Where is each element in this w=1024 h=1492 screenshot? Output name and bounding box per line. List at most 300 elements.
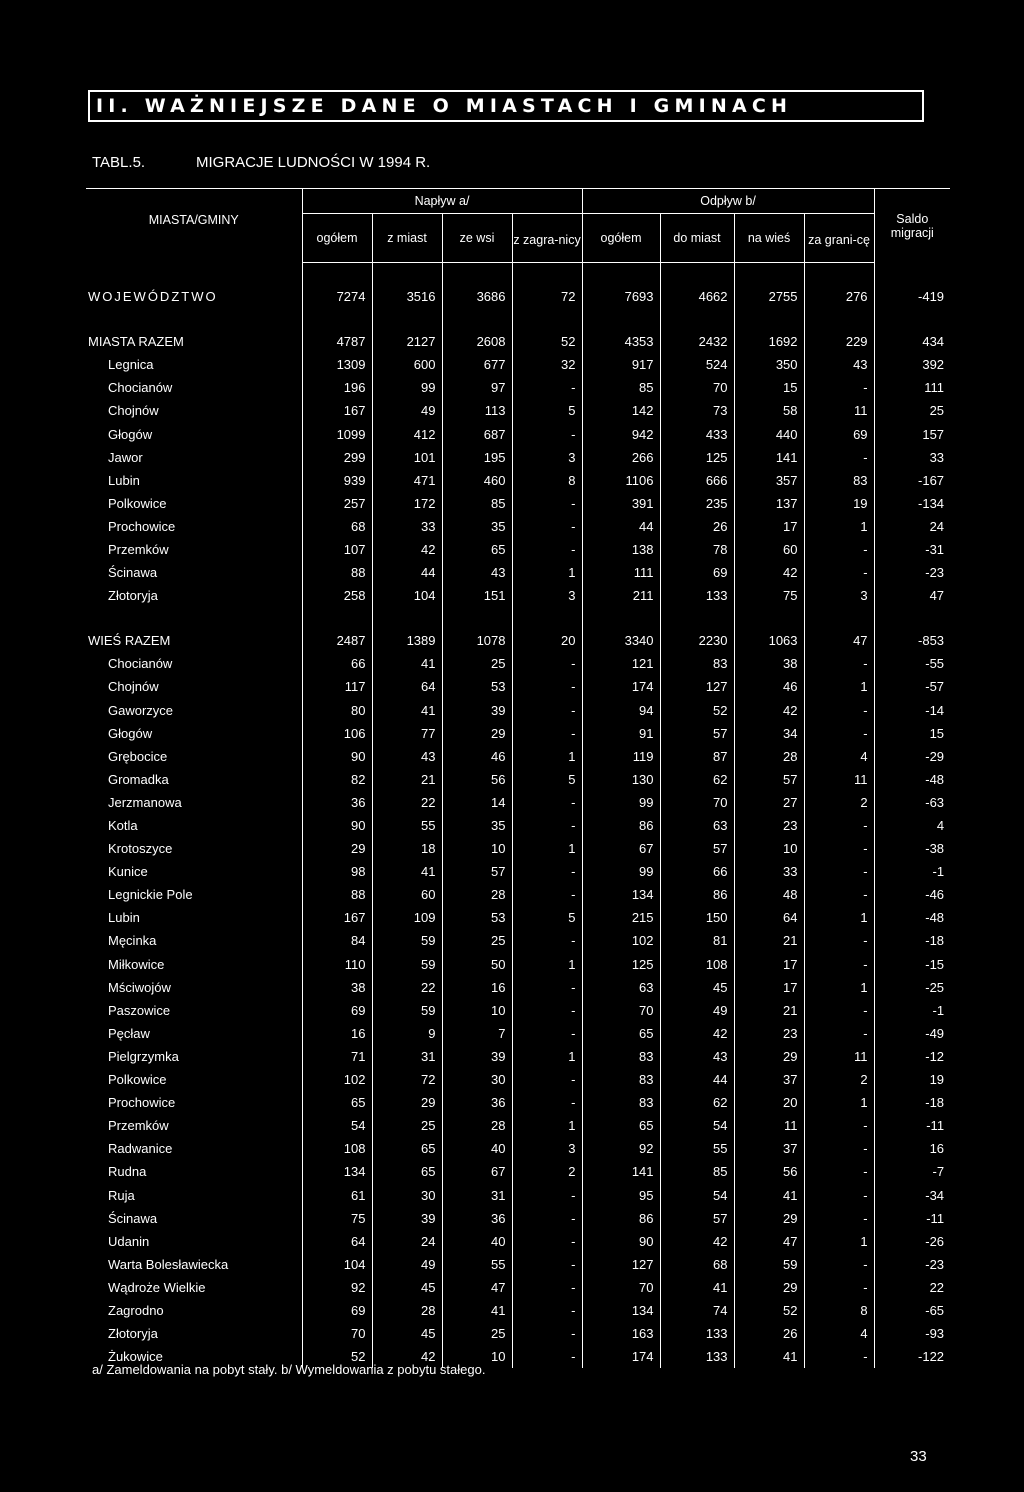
row-label: Miłkowice xyxy=(86,953,302,976)
table-body xyxy=(86,263,950,1369)
chapter-banner xyxy=(88,90,924,122)
row-label: Rudna xyxy=(86,1160,302,1183)
table-cell: 33 xyxy=(929,449,945,465)
table-cell: 47 xyxy=(734,1230,804,1253)
table-cell: -57 xyxy=(925,679,945,695)
table-cell: 54 xyxy=(660,1114,734,1137)
table-cell: - xyxy=(512,1207,582,1230)
table-cell: 99 xyxy=(582,791,660,814)
row-label: Gromadka xyxy=(86,768,302,791)
table-cell: 66 xyxy=(660,860,734,883)
table-row xyxy=(86,1022,950,1045)
row-label: Warta Bolesławiecka xyxy=(86,1253,302,1276)
table-row xyxy=(86,791,950,814)
table-cell: 137 xyxy=(734,492,804,515)
table-cell: 86 xyxy=(660,883,734,906)
table-cell: 37 xyxy=(734,1068,804,1091)
table-cell: 687 xyxy=(442,422,512,445)
table-cell: 42 xyxy=(660,1022,734,1045)
table-cell: 63 xyxy=(660,814,734,837)
table-cell: 942 xyxy=(582,422,660,445)
table-cell: 10 xyxy=(442,1345,512,1368)
table-cell: 106 xyxy=(302,722,372,745)
table-cell: 58 xyxy=(734,399,804,422)
table-row xyxy=(86,1183,950,1206)
table-cell: 38 xyxy=(734,652,804,675)
table-cell: 172 xyxy=(372,492,442,515)
table-row xyxy=(86,1068,950,1091)
table-cell: -167 xyxy=(918,472,945,488)
table-cell: 17 xyxy=(734,953,804,976)
table-cell: 440 xyxy=(734,422,804,445)
table-cell: 75 xyxy=(734,584,804,607)
table-cell: 1 xyxy=(804,906,874,929)
row-label: Złotoryja xyxy=(86,1322,302,1345)
table-cell: 57 xyxy=(660,837,734,860)
table-cell: - xyxy=(804,1022,874,1045)
table-cell: - xyxy=(512,722,582,745)
table-row xyxy=(86,1091,950,1114)
table-cell: 392 xyxy=(922,357,945,373)
table-row xyxy=(86,1322,950,1345)
table-cell: 211 xyxy=(582,584,660,607)
table-cell: 15 xyxy=(734,376,804,399)
table-cell: 46 xyxy=(734,675,804,698)
table-cell: 16 xyxy=(302,1022,372,1045)
table-cell: 11 xyxy=(734,1114,804,1137)
table-cell: 55 xyxy=(372,814,442,837)
table-cell: 32 xyxy=(512,353,582,376)
table-cell: 1 xyxy=(804,515,874,538)
table-cell: - xyxy=(804,1207,874,1230)
row-label: Głogów xyxy=(86,722,302,745)
table-cell: 63 xyxy=(582,976,660,999)
table-cell: 42 xyxy=(660,1230,734,1253)
towns-total-row xyxy=(86,330,950,353)
row-label: Jerzmanowa xyxy=(86,791,302,814)
table-cell: 83 xyxy=(582,1045,660,1068)
table-cell: 54 xyxy=(660,1183,734,1206)
table-cell: - xyxy=(512,1345,582,1368)
table-cell: 74 xyxy=(660,1299,734,1322)
table-cell: 49 xyxy=(660,999,734,1022)
table-cell: 25 xyxy=(442,652,512,675)
table-cell: 65 xyxy=(372,1160,442,1183)
table-cell: 19 xyxy=(929,1072,945,1088)
table-cell: -34 xyxy=(925,1187,945,1203)
table-cell: 133 xyxy=(660,1322,734,1345)
table-cell: 10 xyxy=(442,999,512,1022)
table-cell: 90 xyxy=(302,814,372,837)
col-header: ze wsi xyxy=(442,214,512,263)
row-label: Ruja xyxy=(86,1183,302,1206)
table-cell: 26 xyxy=(734,1322,804,1345)
table-cell: -15 xyxy=(925,956,945,972)
table-cell: 157 xyxy=(922,426,945,442)
table-cell: 433 xyxy=(660,422,734,445)
table-cell: 42 xyxy=(734,699,804,722)
table-cell: - xyxy=(804,860,874,883)
table-cell: 109 xyxy=(372,906,442,929)
table-cell: 46 xyxy=(442,745,512,768)
table-cell: 350 xyxy=(734,353,804,376)
table-cell: 102 xyxy=(582,929,660,952)
table-cell: 3 xyxy=(512,1137,582,1160)
table-cell: 72 xyxy=(512,285,582,308)
table-cell: - xyxy=(512,814,582,837)
table-row xyxy=(86,745,950,768)
table-cell: 69 xyxy=(660,561,734,584)
table-cell: 1 xyxy=(512,837,582,860)
table-cell: -12 xyxy=(925,1048,945,1064)
table-cell: 41 xyxy=(372,860,442,883)
table-cell: -419 xyxy=(918,289,945,305)
table-cell: 34 xyxy=(734,722,804,745)
table-cell: 69 xyxy=(302,1299,372,1322)
table-cell: - xyxy=(512,675,582,698)
table-cell: 23 xyxy=(734,814,804,837)
table-cell: 1309 xyxy=(302,353,372,376)
table-cell: 235 xyxy=(660,492,734,515)
table-cell: 57 xyxy=(442,860,512,883)
table-cell: - xyxy=(512,422,582,445)
table-row xyxy=(86,353,950,376)
table-cell: 174 xyxy=(582,1345,660,1368)
table-cell: 108 xyxy=(660,953,734,976)
table-cell: 2 xyxy=(512,1160,582,1183)
table-cell: 21 xyxy=(734,929,804,952)
table-cell: 111 xyxy=(582,561,660,584)
table-cell: 92 xyxy=(302,1276,372,1299)
table-row xyxy=(86,883,950,906)
table-cell: 85 xyxy=(582,376,660,399)
table-cell: 36 xyxy=(442,1207,512,1230)
table-cell: - xyxy=(804,1345,874,1368)
table-cell: 16 xyxy=(929,1141,945,1157)
table-cell: 52 xyxy=(512,330,582,353)
table-cell: 65 xyxy=(302,1091,372,1114)
table-cell: 471 xyxy=(372,469,442,492)
col-header: na wieś xyxy=(734,214,804,263)
table-cell: - xyxy=(512,699,582,722)
table-cell: 55 xyxy=(442,1253,512,1276)
row-label: Udanin xyxy=(86,1230,302,1253)
row-label: Kunice xyxy=(86,860,302,883)
table-cell: 59 xyxy=(734,1253,804,1276)
spacer-row xyxy=(86,308,950,330)
row-label: WIEŚ RAZEM xyxy=(86,629,302,652)
table-cell: - xyxy=(804,538,874,561)
row-header: MIASTA/GMINY xyxy=(86,189,302,263)
table-cell: 133 xyxy=(660,584,734,607)
table-cell: 95 xyxy=(582,1183,660,1206)
table-cell: -48 xyxy=(925,910,945,926)
table-cell: 4 xyxy=(936,818,945,834)
table-cell: 70 xyxy=(660,376,734,399)
table-cell: -48 xyxy=(925,771,945,787)
table-cell: 88 xyxy=(302,883,372,906)
voivodeship-row xyxy=(86,285,950,308)
table-cell: - xyxy=(512,1299,582,1322)
table-cell: 40 xyxy=(442,1230,512,1253)
row-label: Kotla xyxy=(86,814,302,837)
table-row xyxy=(86,1114,950,1137)
table-row xyxy=(86,860,950,883)
table-cell: 61 xyxy=(302,1183,372,1206)
table-cell: 4662 xyxy=(660,285,734,308)
table-cell: 7 xyxy=(442,1022,512,1045)
row-label: Męcinka xyxy=(86,929,302,952)
table-cell: 53 xyxy=(442,675,512,698)
table-cell: 29 xyxy=(734,1276,804,1299)
table-cell: 94 xyxy=(582,699,660,722)
table-cell: 29 xyxy=(734,1207,804,1230)
table-cell: 66 xyxy=(302,652,372,675)
table-cell: 30 xyxy=(442,1068,512,1091)
table-cell: 1 xyxy=(804,1091,874,1114)
table-cell: 133 xyxy=(660,1345,734,1368)
table-cell: 10 xyxy=(442,837,512,860)
table-cell: 2608 xyxy=(442,330,512,353)
table-cell: - xyxy=(804,1160,874,1183)
table-cell: 20 xyxy=(734,1091,804,1114)
table-cell: - xyxy=(512,1276,582,1299)
table-caption xyxy=(92,154,430,171)
table-cell: 108 xyxy=(302,1137,372,1160)
table-cell: 49 xyxy=(372,1253,442,1276)
table-cell: 26 xyxy=(660,515,734,538)
table-cell: - xyxy=(512,791,582,814)
table-cell: 1099 xyxy=(302,422,372,445)
row-label: Jawor xyxy=(86,446,302,469)
table-cell: 41 xyxy=(442,1299,512,1322)
table-cell: 29 xyxy=(442,722,512,745)
table-cell: 460 xyxy=(442,469,512,492)
table-cell: 64 xyxy=(372,675,442,698)
table-cell: 31 xyxy=(442,1183,512,1206)
table-cell: - xyxy=(512,515,582,538)
table-row xyxy=(86,1299,950,1322)
table-cell: 47 xyxy=(929,588,945,604)
table-cell: 37 xyxy=(734,1137,804,1160)
table-cell: 28 xyxy=(442,1114,512,1137)
table-cell: 64 xyxy=(734,906,804,929)
table-cell: 391 xyxy=(582,492,660,515)
table-cell: 83 xyxy=(582,1068,660,1091)
table-cell: 127 xyxy=(660,675,734,698)
table-cell: 113 xyxy=(442,399,512,422)
table-cell: 151 xyxy=(442,584,512,607)
row-label: Chojnów xyxy=(86,399,302,422)
table-cell: 600 xyxy=(372,353,442,376)
table-cell: - xyxy=(804,814,874,837)
table-cell: 266 xyxy=(582,446,660,469)
table-cell: 83 xyxy=(660,652,734,675)
table-cell: 5 xyxy=(512,906,582,929)
table-cell: 2127 xyxy=(372,330,442,353)
villages-total-row xyxy=(86,629,950,652)
table-cell: 91 xyxy=(582,722,660,745)
row-label: Przemków xyxy=(86,1114,302,1137)
table-cell: -25 xyxy=(925,979,945,995)
table-cell: -11 xyxy=(926,1210,945,1226)
table-cell: -49 xyxy=(925,1025,945,1041)
table-cell: -31 xyxy=(925,541,945,557)
table-cell: 8 xyxy=(512,469,582,492)
col-header: ogółem xyxy=(302,214,372,263)
table-cell: 28 xyxy=(372,1299,442,1322)
table-cell: 1 xyxy=(804,675,874,698)
table-cell: 28 xyxy=(442,883,512,906)
table-cell: 52 xyxy=(660,699,734,722)
table-row xyxy=(86,469,950,492)
table-cell: -29 xyxy=(925,748,945,764)
table-cell: 56 xyxy=(734,1160,804,1183)
table-cell: 17 xyxy=(734,976,804,999)
table-cell: -122 xyxy=(918,1349,945,1365)
table-cell: 24 xyxy=(372,1230,442,1253)
table-cell: 1389 xyxy=(372,629,442,652)
table-row xyxy=(86,699,950,722)
table-cell: -18 xyxy=(925,1095,945,1111)
table-cell: 215 xyxy=(582,906,660,929)
table-cell: 2755 xyxy=(734,285,804,308)
table-cell: 80 xyxy=(302,699,372,722)
table-cell: - xyxy=(804,837,874,860)
table-cell: 4 xyxy=(804,745,874,768)
table-cell: 229 xyxy=(804,330,874,353)
table-cell: 97 xyxy=(442,376,512,399)
table-cell: 47 xyxy=(804,629,874,652)
table-cell: 71 xyxy=(302,1045,372,1068)
table-cell: 45 xyxy=(372,1322,442,1345)
table-cell: 3 xyxy=(512,446,582,469)
table-cell: 75 xyxy=(302,1207,372,1230)
table-cell: 4353 xyxy=(582,330,660,353)
table-cell: 82 xyxy=(302,768,372,791)
table-cell: 52 xyxy=(302,1345,372,1368)
table-cell: -18 xyxy=(925,933,945,949)
table-cell: 119 xyxy=(582,745,660,768)
table-cell: 134 xyxy=(582,1299,660,1322)
table-cell: 42 xyxy=(372,1345,442,1368)
table-cell: 1063 xyxy=(734,629,804,652)
table-cell: 92 xyxy=(582,1137,660,1160)
table-cell: 49 xyxy=(372,399,442,422)
row-label: Lubin xyxy=(86,469,302,492)
table-cell: 127 xyxy=(582,1253,660,1276)
table-cell: 65 xyxy=(582,1114,660,1137)
table-cell: 70 xyxy=(582,999,660,1022)
table-cell: 117 xyxy=(302,675,372,698)
table-cell: 77 xyxy=(372,722,442,745)
table-cell: 44 xyxy=(582,515,660,538)
table-cell: -23 xyxy=(925,565,945,581)
table-row xyxy=(86,906,950,929)
table-cell: 107 xyxy=(302,538,372,561)
table-cell: 53 xyxy=(442,906,512,929)
table-row xyxy=(86,652,950,675)
table-cell: 677 xyxy=(442,353,512,376)
table-cell: 54 xyxy=(302,1114,372,1137)
table-cell: - xyxy=(804,1137,874,1160)
row-label: Prochowice xyxy=(86,515,302,538)
table-row xyxy=(86,446,950,469)
table-row xyxy=(86,929,950,952)
table-cell: 83 xyxy=(804,469,874,492)
table-cell: - xyxy=(804,1183,874,1206)
table-cell: - xyxy=(512,1022,582,1045)
table-cell: 90 xyxy=(582,1230,660,1253)
row-label: Legnickie Pole xyxy=(86,883,302,906)
table-cell: 1 xyxy=(512,1045,582,1068)
table-cell: - xyxy=(804,446,874,469)
table-cell: 104 xyxy=(302,1253,372,1276)
table-cell: - xyxy=(512,1253,582,1276)
table-cell: 39 xyxy=(442,1045,512,1068)
col-header: z zagra-nicy xyxy=(512,214,582,263)
table-cell: 141 xyxy=(582,1160,660,1183)
table-cell: - xyxy=(804,652,874,675)
table-row xyxy=(86,399,950,422)
table-cell: 138 xyxy=(582,538,660,561)
table-number: TABL.5. xyxy=(92,154,146,171)
table-cell: 43 xyxy=(442,561,512,584)
table-cell: 21 xyxy=(734,999,804,1022)
table-cell: 121 xyxy=(582,652,660,675)
table-cell: - xyxy=(512,976,582,999)
table-title: MIGRACJE LUDNOŚCI W 1994 R. xyxy=(196,154,431,171)
table-cell: -63 xyxy=(925,794,945,810)
table-cell: 17 xyxy=(734,515,804,538)
table-cell: 134 xyxy=(582,883,660,906)
table-row xyxy=(86,837,950,860)
table-cell: 3340 xyxy=(582,629,660,652)
table-cell: 67 xyxy=(582,837,660,860)
row-label: Chojnów xyxy=(86,675,302,698)
table-cell: 28 xyxy=(734,745,804,768)
table-cell: 59 xyxy=(372,929,442,952)
spacer-row xyxy=(86,607,950,629)
row-label: Złotoryja xyxy=(86,584,302,607)
table-cell: - xyxy=(512,376,582,399)
table-cell: 86 xyxy=(582,1207,660,1230)
table-cell: 65 xyxy=(372,1137,442,1160)
spacer-row xyxy=(86,263,950,286)
table-row xyxy=(86,1160,950,1183)
table-cell: 167 xyxy=(302,399,372,422)
table-cell: 60 xyxy=(372,883,442,906)
table-cell: 1106 xyxy=(582,469,660,492)
table-cell: 57 xyxy=(734,768,804,791)
row-label: Radwanice xyxy=(86,1137,302,1160)
table-cell: - xyxy=(512,1230,582,1253)
table-row xyxy=(86,722,950,745)
table-cell: 24 xyxy=(929,518,945,534)
table-cell: 41 xyxy=(660,1276,734,1299)
table-cell: - xyxy=(804,376,874,399)
table-cell: 52 xyxy=(734,1299,804,1322)
table-cell: 45 xyxy=(372,1276,442,1299)
table-cell: 2 xyxy=(804,791,874,814)
table-row xyxy=(86,561,950,584)
table-cell: 5 xyxy=(512,768,582,791)
table-row xyxy=(86,675,950,698)
table-cell: 38 xyxy=(302,976,372,999)
table-cell: 68 xyxy=(302,515,372,538)
table-cell: 99 xyxy=(582,860,660,883)
table-cell: - xyxy=(804,953,874,976)
